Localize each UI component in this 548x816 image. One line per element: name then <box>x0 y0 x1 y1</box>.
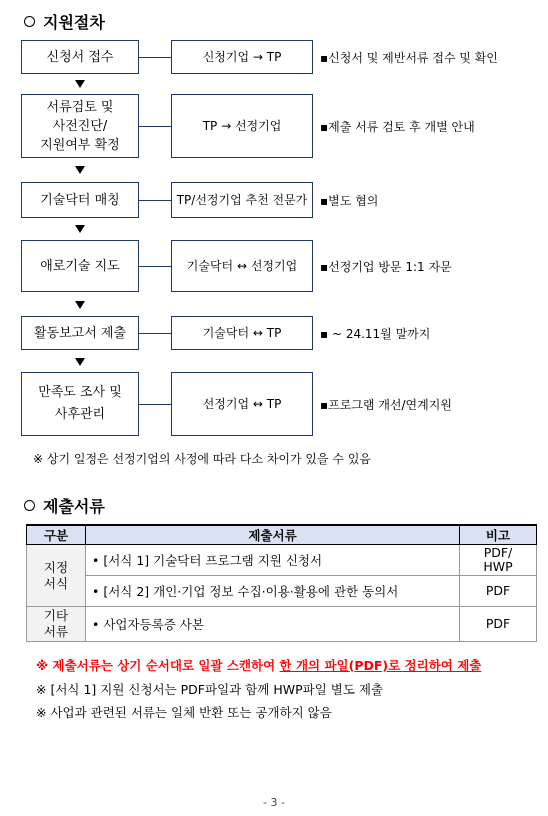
step-box-4 <box>21 240 139 292</box>
desc-text: ▪선정기업 방문 1:1 자문 <box>320 259 452 274</box>
table-row <box>27 576 537 607</box>
remark-line: HWP <box>483 559 513 574</box>
section-title-documents <box>24 494 105 517</box>
step-connector <box>139 404 171 405</box>
actor-label: 기술닥터 ↔ TP <box>202 325 282 340</box>
step-connector <box>139 126 171 127</box>
step-desc-2 <box>320 94 475 158</box>
remark-cell: PDF <box>460 576 537 607</box>
step-label: 활동보고서 제출 <box>33 325 127 341</box>
step-label-line: 서류검토 및 <box>46 99 114 115</box>
arrow-down-icon <box>75 358 85 366</box>
circle-bullet-icon <box>24 500 35 511</box>
actor-box-1 <box>171 40 313 74</box>
step-box-5 <box>21 316 139 350</box>
remark-cell <box>460 545 537 576</box>
category-line: 지정 <box>43 559 69 575</box>
step-label: 기술닥터 매칭 <box>40 192 120 208</box>
actor-label: 기술닥터 ↔ 선정기업 <box>186 258 298 273</box>
desc-text: ▪프로그램 개선/연계지원 <box>320 397 452 412</box>
page-number: - 3 - <box>263 796 285 809</box>
step-connector <box>139 266 171 267</box>
actor-label: 선정기업 ↔ TP <box>202 396 282 411</box>
table-row <box>27 545 537 576</box>
step-label-line: 사후관리 <box>54 407 106 422</box>
footnote-submission-warning <box>36 656 481 674</box>
schedule-note: ※ 상기 일정은 선정기업의 사정에 따라 다소 차이가 있을 수 있음 <box>33 452 372 466</box>
category-line: 서류 <box>43 624 69 639</box>
section-title-procedure <box>24 10 105 33</box>
circle-bullet-icon <box>24 16 35 27</box>
step-box-1 <box>21 40 139 74</box>
desc-text: ▪신청서 및 제반서류 접수 및 확인 <box>320 50 498 65</box>
footnote-text: ※ 제출서류는 상기 순서대로 일괄 스캔하여 <box>36 658 280 673</box>
actor-box-2 <box>171 94 313 158</box>
desc-text: ▪별도 협의 <box>320 193 379 208</box>
actor-box-5 <box>171 316 313 350</box>
step-box-3 <box>21 182 139 218</box>
step-desc-3 <box>320 182 378 218</box>
remark-line: PDF/ <box>483 545 513 560</box>
category-cell <box>27 607 86 642</box>
footnote-underlined-text: 한 개의 파일(PDF)로 정리하여 제출 <box>279 658 482 673</box>
step-connector <box>139 333 171 334</box>
step-box-2 <box>21 94 139 158</box>
arrow-down-icon <box>75 166 85 174</box>
step-box-6 <box>21 372 139 436</box>
step-desc-4 <box>320 240 452 292</box>
arrow-down-icon <box>75 301 85 309</box>
document-cell: • [서식 2] 개인·기업 정보 수집·이용·활용에 관한 동의서 <box>86 576 460 607</box>
step-desc-5 <box>320 316 430 350</box>
footnote-no-return: ※ 사업과 관련된 서류는 일체 반환 또는 공개하지 않음 <box>36 705 332 720</box>
actor-box-6 <box>171 372 313 436</box>
table-row <box>27 607 537 642</box>
category-line: 서식 <box>43 575 69 591</box>
header-category: 구분 <box>27 525 86 545</box>
step-desc-1 <box>320 40 498 74</box>
step-label-line: 사전진단/ <box>52 118 108 134</box>
actor-box-3 <box>171 182 313 218</box>
step-label-line: 지원여부 확정 <box>40 137 120 153</box>
actor-label: 신청기업 → TP <box>202 49 282 64</box>
document-cell: • [서식 1] 기술닥터 프로그램 지원 신청서 <box>86 545 460 576</box>
step-connector <box>139 57 171 58</box>
step-label-line: 만족도 조사 및 <box>38 385 122 400</box>
footnote-hwp: ※ [서식 1] 지원 신청서는 PDF파일과 함께 HWP파일 별도 제출 <box>36 682 384 697</box>
actor-label: TP/선정기업 추천 전문가 <box>176 192 308 207</box>
actor-label: TP → 선정기업 <box>202 118 282 133</box>
documents-table <box>26 524 537 642</box>
actor-box-4 <box>171 240 313 292</box>
step-label: 애로기술 지도 <box>40 258 120 274</box>
table-header-row <box>27 525 537 545</box>
desc-text: ▪ ~ 24.11월 말까지 <box>320 326 431 341</box>
arrow-down-icon <box>75 225 85 233</box>
category-cell <box>27 545 86 607</box>
category-line: 기타 <box>43 608 69 623</box>
header-documents: 제출서류 <box>86 525 460 545</box>
desc-text: ▪제출 서류 검토 후 개별 안내 <box>320 119 475 134</box>
remark-cell: PDF <box>460 607 537 642</box>
section-title-text: 제출서류 <box>43 497 105 516</box>
document-cell: • 사업자등록증 사본 <box>86 607 460 642</box>
section-title-text: 지원절차 <box>43 13 105 32</box>
arrow-down-icon <box>75 80 85 88</box>
header-remark: 비고 <box>460 525 537 545</box>
step-label: 신청서 접수 <box>46 49 114 65</box>
step-desc-6 <box>320 372 452 436</box>
step-connector <box>139 200 171 201</box>
